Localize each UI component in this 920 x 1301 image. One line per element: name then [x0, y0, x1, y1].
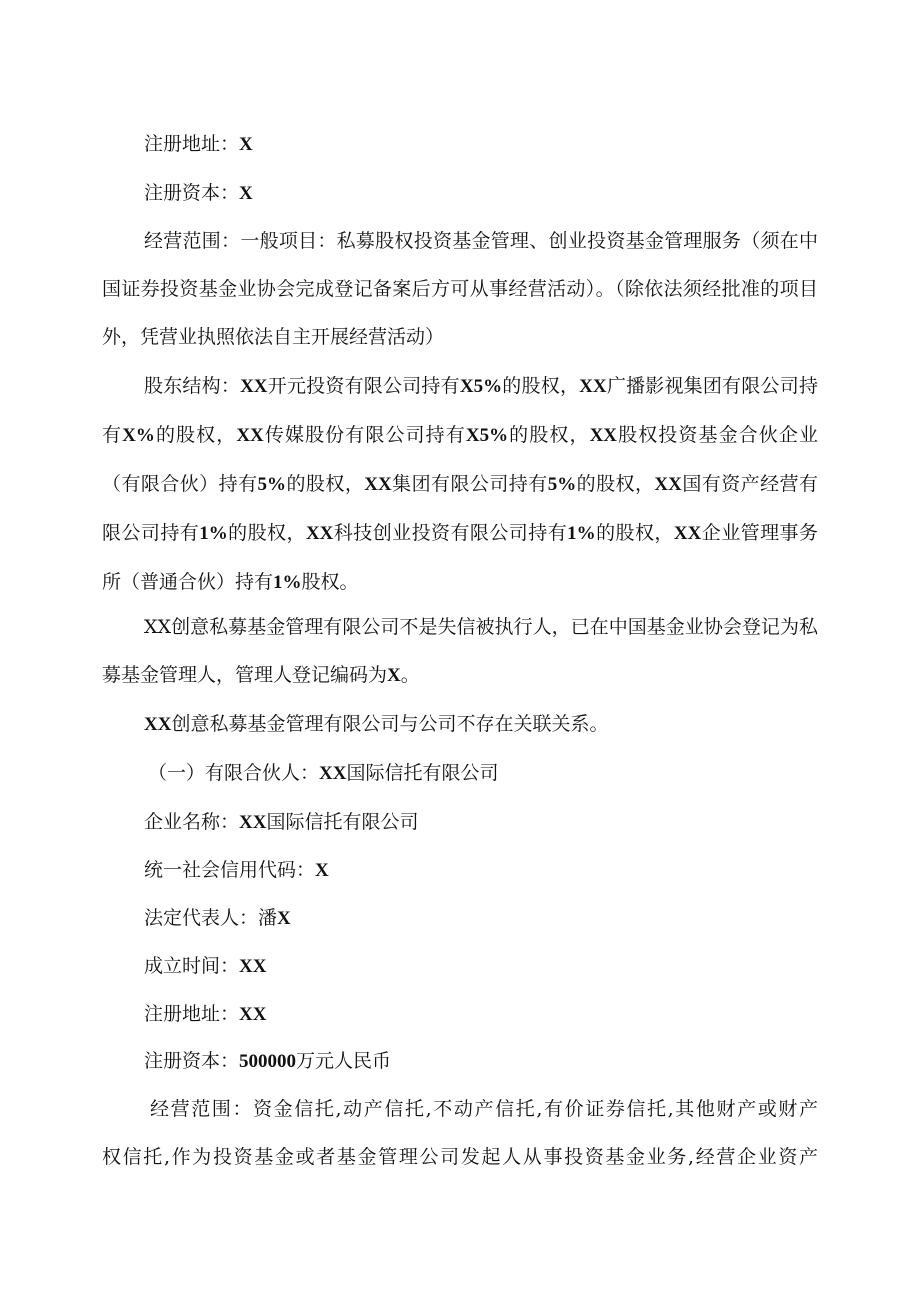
shareholder-text: 的股权， [227, 522, 306, 544]
reg-address-label: 注册地址： [144, 133, 240, 155]
scope-2-line-1: 经营范围：资金信托,动产信托,不动产信托,有价证券信托,其他财产或财产 [150, 1098, 818, 1120]
shareholder-text: 集团有限公司持有 [391, 473, 548, 495]
shareholder-bold: 1% [199, 523, 228, 544]
reg-capital-line [144, 179, 253, 207]
company-name-text: 国际信托有限公司 [266, 811, 419, 833]
established-value: XX [239, 956, 267, 977]
manager-status-paragraph: XX创意私募基金管理有限公司不是失信被执行人，已在中国基金业协会登记为私募基金管理人，管理人登记编码为X。 [102, 616, 818, 686]
shareholder-bold: XX [673, 523, 702, 544]
shareholder-text: 股权投资基金合伙企业（有限合伙）持有 [102, 424, 818, 495]
section-heading-bold: XX [319, 763, 347, 784]
shareholder-bold: X5% [459, 376, 503, 397]
reg-address-2-label: 注册地址： [144, 1003, 240, 1025]
credit-code-label: 统一社会信用代码： [144, 859, 316, 881]
reg-capital-2-label: 注册资本： [144, 1050, 240, 1072]
shareholder-text: 国有资产经营有限公司持有 [102, 473, 818, 544]
shareholder-bold: 5% [257, 474, 287, 495]
credit-code-value: X [315, 860, 329, 881]
established-label: 成立时间： [144, 955, 240, 977]
shareholder-text: 的股权， [508, 424, 590, 446]
section-heading-label: （一）有限合伙人： [148, 762, 320, 784]
shareholder-text: 的股权， [286, 473, 365, 495]
company-name-bold: XX [239, 812, 267, 833]
manager-code-value: X [387, 665, 401, 686]
shareholder-text: 企业管理事务所（普通合伙）持有 [102, 522, 818, 593]
reg-capital-label: 注册资本： [144, 182, 240, 204]
shareholder-text: 股权。 [301, 571, 359, 593]
reg-capital-value: X [239, 183, 253, 204]
relation-line [144, 710, 608, 738]
reg-capital-2-line [144, 1047, 391, 1075]
scope-2-line-2: 权信托,作为投资基金或者基金管理公司发起人从事投资基金业务,经营企业资产 [102, 1146, 818, 1168]
company-name-label: 企业名称： [144, 811, 240, 833]
reg-address-value: X [239, 134, 253, 155]
section-heading-text: 国际信托有限公司 [346, 762, 499, 784]
shareholder-text: 传媒股份有限公司持有 [263, 424, 466, 446]
reg-address-line [144, 130, 253, 158]
company-name-line [144, 808, 418, 836]
manager-status-text: XX创意私募基金管理有限公司不是失信被执行人，已在中国基金业协会登记为私募基金管理人，管理人登记编码为 [102, 616, 818, 686]
shareholder-bold: X% [122, 425, 155, 446]
shareholder-text: 的股权， [154, 424, 237, 446]
shareholder-bold: XX [364, 474, 392, 495]
established-line [144, 952, 266, 980]
legal-rep-value: X [277, 908, 291, 929]
shareholder-structure-paragraph [102, 362, 818, 607]
shareholder-bold: XX [579, 376, 607, 397]
section-heading [148, 759, 498, 787]
credit-code-line [144, 856, 329, 884]
shareholder-text: 的股权， [576, 473, 655, 495]
shareholder-text: 广播影视集团有限公司持有 [102, 375, 818, 446]
shareholder-text: 的股权， [502, 375, 580, 397]
shareholder-bold: 1% [567, 523, 596, 544]
shareholder-bold: XX [589, 425, 618, 446]
shareholder-text: 科技创业投资有限公司持有 [333, 522, 568, 544]
reg-capital-2-value: 500000 [239, 1051, 297, 1072]
relation-text: 创意私募基金管理有限公司与公司不存在关联关系。 [171, 713, 609, 735]
shareholder-text: 的股权， [595, 522, 674, 544]
relation-prefix: XX [144, 714, 172, 735]
shareholder-bold: XX [236, 425, 264, 446]
legal-rep-label: 法定代表人：潘 [144, 907, 278, 929]
reg-address-2-line [144, 1000, 266, 1028]
business-scope-paragraph: 经营范围：一般项目：私募股权投资基金管理、创业投资基金管理服务（须在中国证券投资基金业协会完成登记备案后方可从事经营活动）。（除依法须经批准的项目外，凭营业执照依法自主开展经营活动） [102, 230, 818, 348]
shareholder-bold: XX [240, 376, 268, 397]
reg-address-2-value: XX [239, 1004, 267, 1025]
reg-capital-2-unit: 万元人民币 [296, 1050, 392, 1072]
shareholder-bold: 1% [273, 572, 302, 593]
shareholder-bold: X5% [465, 425, 509, 446]
shareholder-text: 开元投资有限公司持有 [267, 375, 460, 397]
shareholder-bold: 5% [547, 474, 577, 495]
shareholder-label: 股东结构： [144, 375, 241, 397]
legal-rep-line [144, 904, 291, 932]
shareholder-bold: XX [654, 474, 682, 495]
shareholder-bold: XX [305, 523, 334, 544]
